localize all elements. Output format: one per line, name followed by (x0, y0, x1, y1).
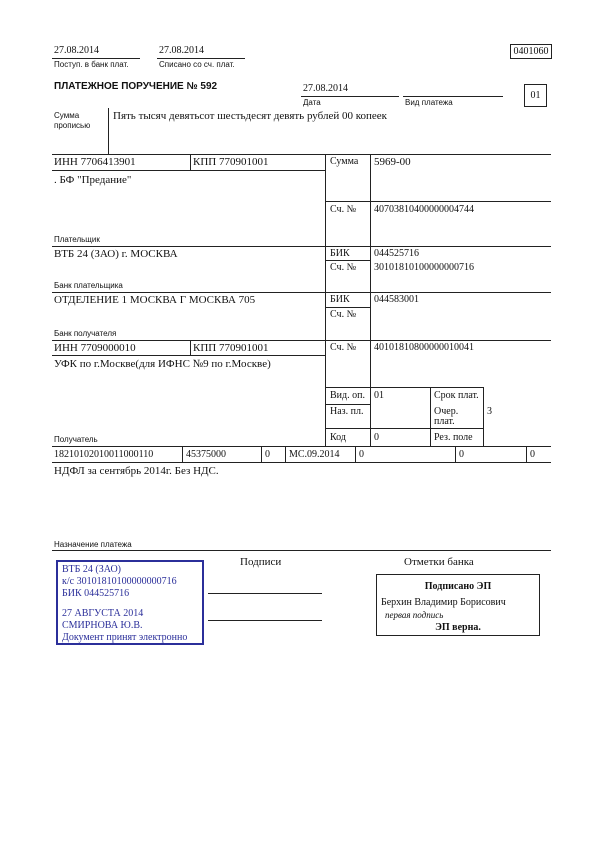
form-code: 0401060 (510, 44, 552, 59)
payment-date-label: Дата (303, 98, 321, 107)
tax-oktmo: 45375000 (186, 449, 226, 460)
esign-status: ЭП верна. (435, 622, 481, 633)
row-line-404 (325, 404, 370, 405)
row-line-246 (52, 246, 551, 247)
payee-bank-bik-label: БИК (330, 294, 350, 305)
amount-value: 5969-00 (374, 156, 411, 168)
row-line-462 (52, 462, 551, 463)
received-date-line (52, 58, 140, 59)
payee-inn: ИНН 7709000010 (54, 342, 136, 354)
bank-stamp (56, 560, 204, 645)
payer-bank-bik: 044525716 (374, 248, 419, 259)
tax-col-1 (182, 446, 183, 462)
esign-role: первая подпись (385, 610, 444, 620)
bank-stamp-line-3: БИК 044525716 (62, 588, 130, 599)
code-value: 0 (374, 432, 379, 443)
tax-basis: 0 (265, 449, 270, 460)
purpose-text: НДФЛ за сентябрь 2014г. Без НДС. (54, 465, 219, 477)
row-line-340 (52, 340, 551, 341)
tax-period: МС.09.2014 (289, 449, 340, 460)
signature-line-2 (208, 620, 322, 621)
amount-words-value: Пять тысяч девятьсот шестьдесят девять рублей 00 копеек (113, 110, 388, 122)
tax-kbk: 18210102010011000110 (54, 449, 154, 460)
tax-col-3 (285, 446, 286, 462)
tax-doc-date: 0 (459, 449, 464, 460)
payee-label: Получатель (54, 435, 98, 444)
bank-marks-title: Отметки банка (404, 556, 474, 568)
payment-type-line (403, 96, 503, 97)
payment-type-label: Вид платежа (405, 98, 453, 107)
payment-date: 27.08.2014 (303, 83, 348, 94)
payee-account: 40101810800000010041 (374, 342, 474, 353)
payment-date-line (301, 96, 399, 97)
row-line-446 (52, 446, 551, 447)
payer-bank-label: Банк плательщика (54, 281, 123, 290)
priority-label-1: Очер. (434, 406, 459, 417)
bank-stamp-line-4: 27 АВГУСТА 2014 (62, 608, 144, 619)
esign-title: Подписано ЭП (424, 581, 492, 592)
priority-label-2: плат. (434, 416, 455, 427)
col-line-483 (483, 387, 484, 446)
row-line-387 (325, 387, 483, 388)
col-line-430 (430, 387, 431, 446)
payer-bank-account-label: Сч. № (330, 262, 357, 273)
priority-value: 3 (487, 406, 492, 417)
payee-name: УФК по г.Москве(для ИФНС №9 по г.Москве) (54, 358, 271, 370)
debited-date: 27.08.2014 (159, 45, 204, 56)
col-line-370 (370, 154, 371, 446)
row-line-292 (52, 292, 551, 293)
tax-col-4 (355, 446, 356, 462)
col-line-kpp-payer (190, 154, 191, 170)
payee-bank-label: Банк получателя (54, 329, 117, 338)
code-label: Код (330, 432, 346, 443)
purpose-code-label: Наз. пл. (330, 406, 364, 417)
payer-account: 40703810400000004744 (374, 204, 474, 215)
bank-stamp-line-6: Документ принят электронно (62, 632, 188, 643)
bank-stamp-spacer (62, 600, 202, 608)
due-date-label: Срок плат. (434, 390, 479, 401)
payer-kpp: КПП 770901001 (193, 156, 269, 168)
page-title: ПЛАТЕЖНОЕ ПОРУЧЕНИЕ № 592 (54, 81, 218, 92)
amount-label: Сумма (330, 156, 359, 167)
tax-doc-number: 0 (359, 449, 364, 460)
payer-bank-name: ВТБ 24 (ЗАО) г. МОСКВА (54, 248, 178, 260)
debited-date-line (157, 58, 245, 59)
purpose-line (52, 550, 551, 551)
payee-bank-account-label: Сч. № (330, 309, 357, 320)
col-line-325 (325, 154, 326, 446)
signature-line-1 (208, 593, 322, 594)
tax-col-6 (526, 446, 527, 462)
received-label: Поступ. в банк плат. (54, 60, 129, 69)
amount-words-divider (108, 108, 109, 154)
amount-words-label-2: прописью (54, 121, 91, 130)
amount-words-label-1: Сумма (54, 111, 80, 120)
bank-stamp-line-1: ВТБ 24 (ЗАО) (62, 564, 122, 575)
debited-label: Списано со сч. плат. (159, 60, 235, 69)
tax-type: 0 (530, 449, 535, 460)
row-line-201 (325, 201, 551, 202)
col-line-kpp-payee (190, 340, 191, 355)
row-line-428 (325, 428, 483, 429)
row-line-260 (325, 260, 370, 261)
bank-stamp-line-5: СМИРНОВА Ю.В. (62, 620, 143, 631)
op-type-value: 01 (374, 390, 384, 401)
row-line-154 (52, 154, 551, 155)
payee-kpp: КПП 770901001 (193, 342, 269, 354)
payer-bank-bik-label: БИК (330, 248, 350, 259)
row-line-355 (52, 355, 325, 356)
payee-account-label: Сч. № (330, 342, 357, 353)
reserve-label: Рез. поле (434, 432, 473, 443)
payer-name: . БФ "Предание" (54, 174, 132, 186)
status-code: 01 (524, 84, 547, 107)
tax-col-5 (455, 446, 456, 462)
purpose-label: Назначение платежа (54, 540, 132, 549)
row-line-170 (52, 170, 325, 171)
signatures-title: Подписи (240, 556, 282, 568)
payer-inn: ИНН 7706413901 (54, 156, 136, 168)
payee-bank-name: ОТДЕЛЕНИЕ 1 МОСКВА Г МОСКВА 705 (54, 294, 256, 306)
esign-box (376, 574, 540, 636)
tax-col-2 (261, 446, 262, 462)
payer-label: Плательщик (54, 235, 100, 244)
payer-bank-account: 30101810100000000716 (374, 262, 474, 273)
row-line-307 (325, 307, 370, 308)
op-type-label: Вид. оп. (330, 390, 365, 401)
esign-name: Берхин Владимир Борисович (381, 597, 506, 608)
received-date: 27.08.2014 (54, 45, 99, 56)
payer-account-label: Сч. № (330, 204, 357, 215)
bank-stamp-line-2: к/с 30101810100000000716 (62, 576, 177, 587)
payee-bank-bik: 044583001 (374, 294, 419, 305)
